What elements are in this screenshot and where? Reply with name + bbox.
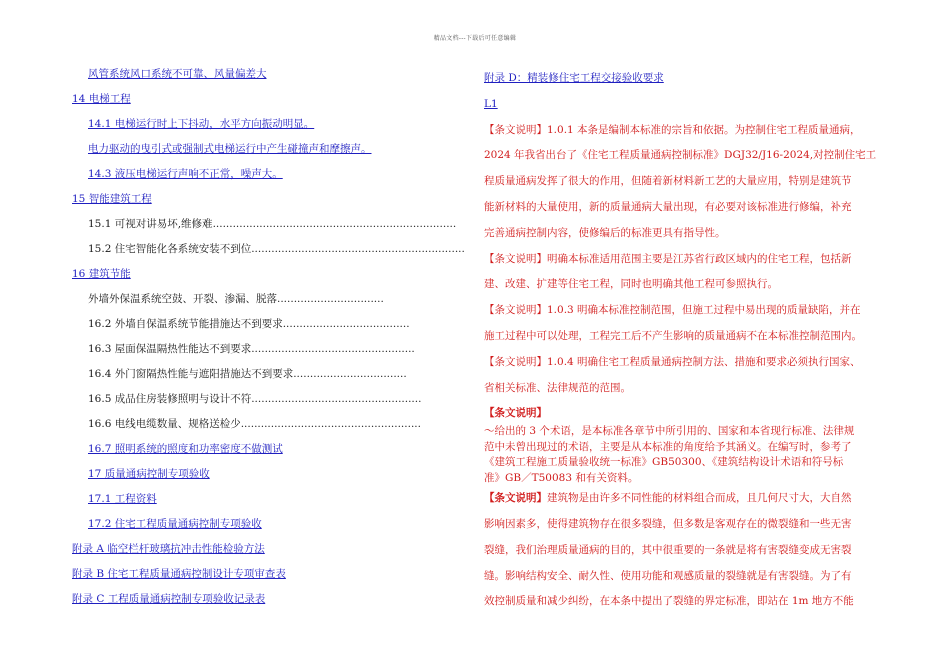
toc-link[interactable] xyxy=(72,516,412,541)
toc-entry-text: 外墙外保温系统空鼓、开裂、渗漏、脱落 xyxy=(88,293,277,305)
toc-entry xyxy=(72,291,412,316)
clause-line: 【条文说明】1.0.3 明确本标准控制范围，但施工过程中易出现的质量缺陷，并在 xyxy=(484,304,861,317)
clause-line xyxy=(484,486,884,512)
clause-line: 【条文说明】1.0.4 明确住宅工程质量通病控制方法、措施和要求必须执行国家、 xyxy=(484,355,861,368)
toc-entry xyxy=(72,341,415,366)
clause-text: 建筑物是由许多不同性能的材料组合而成，且几何尺寸大，大自然 xyxy=(547,492,852,505)
toc-link[interactable] xyxy=(72,66,412,91)
clause-line: ～给出的 3 个术语，是本标准各章节中所引用的、国家和本省现行标准、法律规 xyxy=(484,425,855,438)
clause-1-0-4 xyxy=(484,350,884,402)
clause-line: 完善通病控制内容，使修编后的标准更具有指导性。 xyxy=(484,226,726,239)
toc-entry-text: 15.2 住宅智能化各系统安装不到位 xyxy=(88,243,252,255)
clause-line: 效控制质量和减少纠纷，在本条中提出了裂缝的界定标准，即站在 1m 地方不能 xyxy=(484,595,854,608)
toc-entry-text: 14.1 电梯运行时上下抖动，水平方向振动明显。 xyxy=(88,118,315,130)
clause-line: 《建筑工程施工质量验收统一标准》GB50300、《建筑结构设计术语和符号标 xyxy=(484,456,844,469)
clause-line: 程质量通病发挥了很大的作用，但随着新材料新工艺的大量应用，特别是建筑节 xyxy=(484,175,852,188)
toc-entry-text: 16.6 电线电缆数量、规格送检少 xyxy=(88,418,241,430)
toc-entry-text: 17 质量通病控制专项验收 xyxy=(88,468,210,480)
toc-entry-text: 15.1 可视对讲易坏,维修难 xyxy=(88,218,213,230)
page-header: 精品文档---下载后可任意编辑 xyxy=(433,35,517,42)
toc-entry-text: 电力驱动的曳引式或强制式电梯运行中产生碰撞声和摩擦声。 xyxy=(88,143,372,155)
clause-cracks xyxy=(484,486,884,615)
clause-line: 准》GB／T50083 和有关资料。 xyxy=(484,471,639,484)
clause-scope xyxy=(484,247,884,299)
toc-link[interactable] xyxy=(72,491,412,516)
toc-leader-dots: ...................................... xyxy=(282,318,410,330)
toc-entry xyxy=(72,366,412,391)
clause-label: 【条文说明】 xyxy=(484,407,547,420)
toc-entry-text: 16.3 屋面保温隔热性能达不到要求 xyxy=(88,343,252,355)
appendix-d-link[interactable]: 附录 D：精装修住宅工程交接验收要求 xyxy=(484,72,664,84)
toc-link[interactable] xyxy=(72,566,412,591)
toc-entry xyxy=(72,241,465,266)
toc-link[interactable] xyxy=(72,116,412,141)
clause-line: 【条文说明】1.0.1 本条是编制本标准的宗旨和依据。为控制住宅工程质量通病， xyxy=(484,123,861,136)
toc-link[interactable] xyxy=(72,141,412,166)
toc-entry-text: 14 电梯工程 xyxy=(72,93,131,105)
toc-entry-text: 风管系统风口系统不可靠、风量偏差大 xyxy=(88,68,267,80)
commentary-column xyxy=(484,66,884,615)
clause-terms xyxy=(484,424,884,486)
l1-link[interactable]: L1 xyxy=(484,97,498,110)
toc-link[interactable] xyxy=(72,466,412,491)
toc-link[interactable] xyxy=(72,591,412,616)
toc-entry-text: 附录 B 住宅工程质量通病控制设计专项审查表 xyxy=(72,568,286,580)
clause-label: 【条文说明】 xyxy=(484,492,547,505)
toc-leader-dots: ................................................. xyxy=(251,343,415,355)
toc-entry xyxy=(72,316,412,341)
toc-leader-dots: .................................. xyxy=(293,368,407,380)
toc-entry-text: 15 智能建筑工程 xyxy=(72,193,152,205)
toc-entry-text: 16 建筑节能 xyxy=(72,268,131,280)
toc-link[interactable] xyxy=(72,541,412,566)
toc-leader-dots: ................................ xyxy=(277,293,384,305)
toc-entry xyxy=(72,416,421,441)
toc-link[interactable] xyxy=(72,166,412,191)
clause-1-0-3 xyxy=(484,298,884,350)
toc-entry-text: 16.4 外门窗隔热性能与遮阳措施达不到要求 xyxy=(88,368,294,380)
toc-leader-dots: ......................................................................... xyxy=(212,218,457,230)
toc-entry-text: 16.7 照明系统的照度和功率密度不做测试 xyxy=(88,443,283,455)
toc-link[interactable] xyxy=(72,441,412,466)
toc-link[interactable] xyxy=(72,191,412,216)
toc-leader-dots: ................................................... xyxy=(251,393,422,405)
toc-entry-text: 附录 C 工程质量通病控制专项验收记录表 xyxy=(72,593,266,605)
table-of-contents xyxy=(72,66,465,616)
clause-line: 裂缝，我们治理质量通病的目的，其中很重要的一条就是将有害裂缝变成无害裂 xyxy=(484,543,852,556)
toc-entry-text: 16.5 成品住房装修照明与设计不符 xyxy=(88,393,252,405)
clause-line: 能新材料的大量使用，新的质量通病大量出现，有必要对该标准进行修编，补充 xyxy=(484,200,852,213)
clause-line: 缝。影响结构安全、耐久性、使用功能和观感质量的裂缝就是有害裂缝。为了有 xyxy=(484,569,852,582)
clause-line: 影响因素多，使得建筑物存在很多裂缝，但多数是客观存在的微裂缝和一些无害 xyxy=(484,517,852,530)
toc-entry xyxy=(72,216,457,241)
toc-entry xyxy=(72,391,422,416)
clause-line: 【条文说明】明确本标准适用范围主要是江苏省行政区域内的住宅工程，包括新 xyxy=(484,252,852,265)
toc-leader-dots: ................................................................ xyxy=(251,243,465,255)
toc-entry-text: 14.3 液压电梯运行声响不正常，噪声大。 xyxy=(88,168,283,180)
clause-line: 范中未曾出现过的术语，主要是从本标准的角度给予其涵义。在编写时，参考了 xyxy=(484,440,852,453)
toc-entry-text: 17.2 住宅工程质量通病控制专项验收 xyxy=(88,518,262,530)
clause-line: 建、改建、扩建等住宅工程，同时也明确其他工程可参照执行。 xyxy=(484,278,778,291)
toc-leader-dots: ...................................................... xyxy=(240,418,421,430)
toc-entry-text: 16.2 外墙自保温系统节能措施达不到要求 xyxy=(88,318,283,330)
toc-link[interactable] xyxy=(72,91,412,116)
clause-line: 省相关标准、法律规范的范围。 xyxy=(484,381,631,394)
toc-entry-text: 17.1 工程资料 xyxy=(88,493,157,505)
toc-link[interactable] xyxy=(72,266,412,291)
clause-1-0-1 xyxy=(484,118,884,247)
clause-line: 2024 年我省出台了《住宅工程质量通病控制标准》DGJ32/J16-2024,对控制住宅工 xyxy=(484,149,877,162)
clause-line: 施工过程中可以处理，工程完工后不产生影响的质量通病不在本标准控制范围内。 xyxy=(484,329,862,342)
toc-entry-text: 附录 A 临空栏杆玻璃抗冲击性能检验方法 xyxy=(72,543,265,555)
